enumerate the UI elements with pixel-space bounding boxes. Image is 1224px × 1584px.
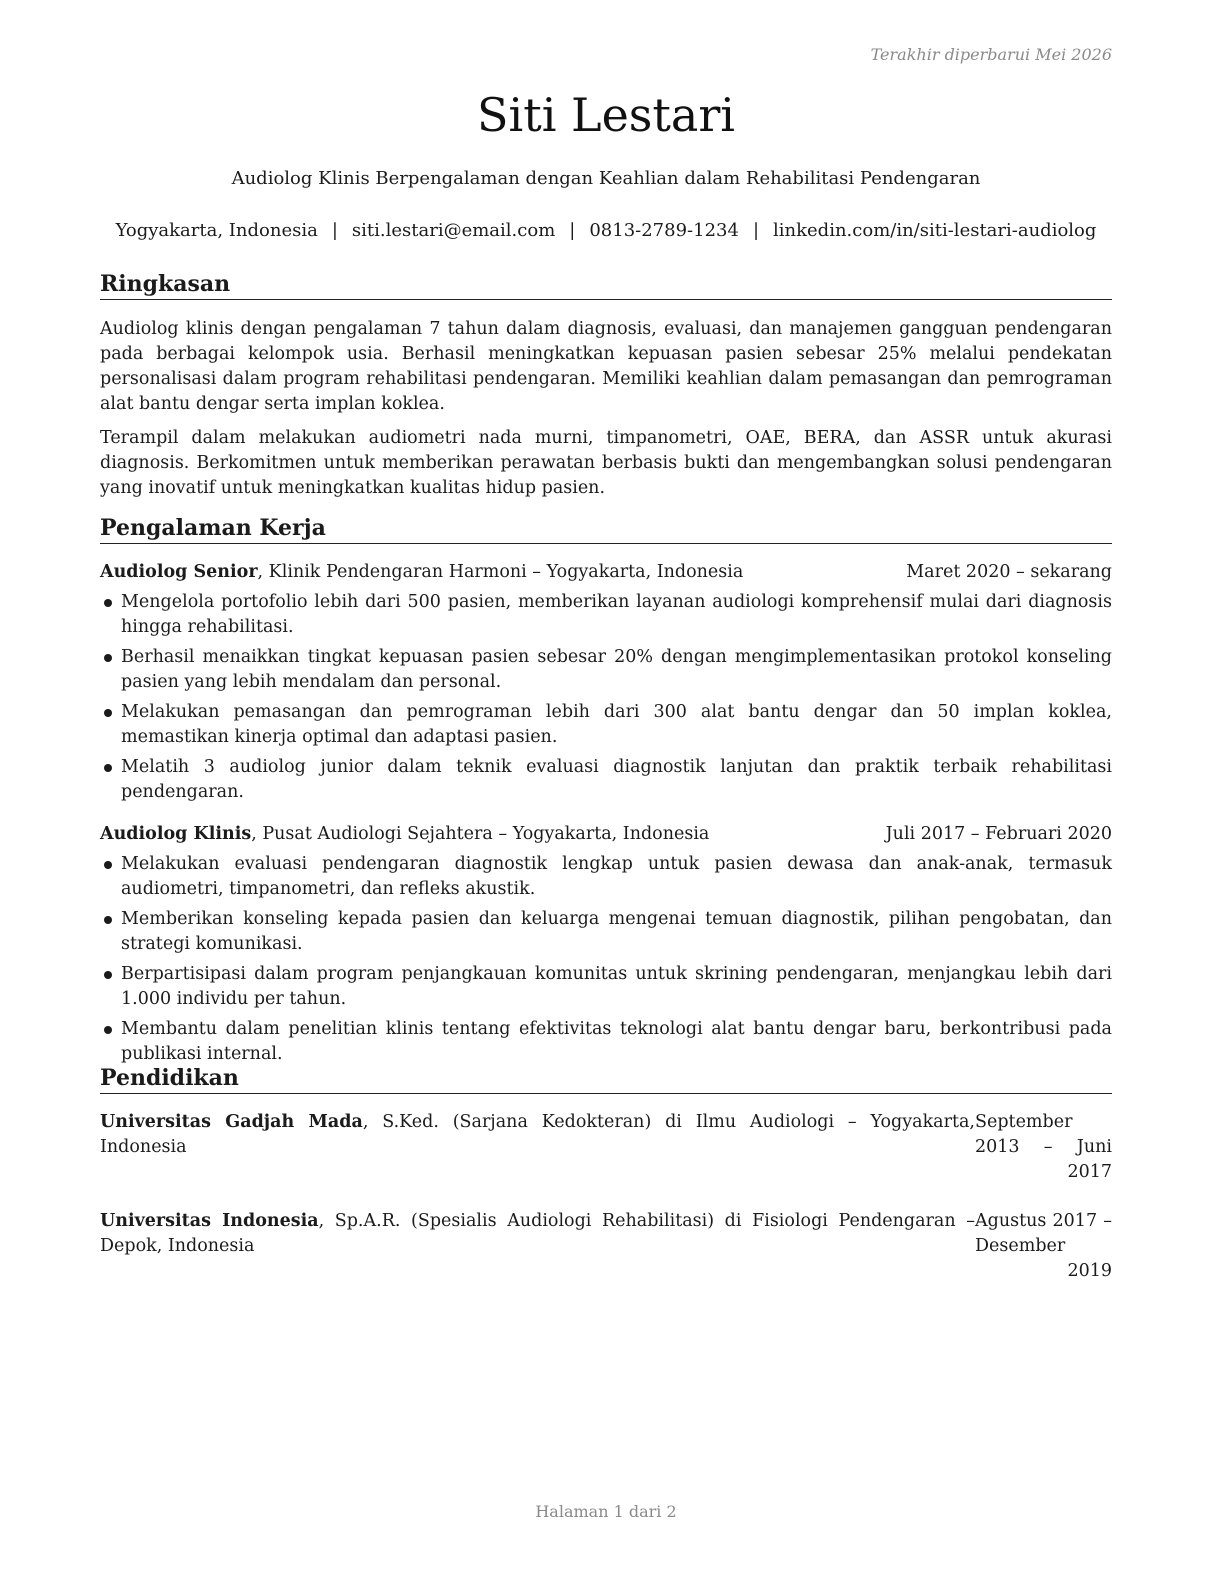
contact-separator: | [569, 220, 576, 241]
contact-separator: | [331, 220, 338, 241]
education-detail [100, 1110, 975, 1160]
job-role: Audiolog Klinis [100, 824, 252, 844]
contact-line [100, 220, 1112, 241]
job-header [100, 560, 1112, 585]
candidate-name: Siti Lestari [476, 88, 736, 142]
job-bullet: Berhasil menaikkan tingkat kepuasan pasien sebesar 20% dengan mengimplementasikan protokol konseling pasien yang lebih mendalam dan personal. [100, 645, 1112, 695]
job-bullet: Mengelola portofolio lebih dari 500 pasien, memberikan layanan audiologi komprehensif mulai dari diagnosis hingga rehabilitasi. [100, 590, 1112, 640]
summary-paragraph: Audiolog klinis dengan pengalaman 7 tahun dalam diagnosis, evaluasi, dan manajemen gangguan pendengaran pada berbagai kelompok usia. Berhasil meningkatkan kepuasan pasien sebesar 25% melalui pendekatan personalisasi dalam program rehabilitasi pendengaran. Memiliki keahlian dalam pemasangan dan pemrograman alat bantu dengar serta implan koklea. [100, 319, 1112, 414]
job-dates: Juli 2017 – Februari 2020 [885, 824, 1112, 844]
job-bullet: Melakukan evaluasi pendengaran diagnostik lengkap untuk pasien dewasa dan anak-anak, termasuk audiometri, timpanometri, dan refleks akustik. [100, 852, 1112, 902]
education-dates-line: September 2013 – Juni [975, 1112, 1112, 1157]
education-entry [100, 1110, 1112, 1185]
summary-paragraph: Terampil dalam melakukan audiometri nada murni, timpanometri, OAE, BERA, dan ASSR untuk akurasi diagnosis. Berkomitmen untuk memberikan perawatan berbasis bukti dan mengembangkan solusi pendengaran yang inovatif untuk meningkatkan kualitas hidup pasien. [100, 428, 1112, 498]
summary-section [100, 271, 1112, 501]
contact-separator: | [752, 220, 760, 241]
education-heading: Pendidikan [100, 1065, 1112, 1094]
education-dates [975, 1209, 1112, 1284]
job-bullet-list [100, 852, 1112, 1067]
experience-heading: Pengalaman Kerja [100, 515, 1112, 544]
education-detail [100, 1209, 975, 1259]
education-dates [975, 1110, 1112, 1185]
summary-heading: Ringkasan [100, 271, 1112, 300]
job-dates: Maret 2020 – sekarang [906, 562, 1112, 582]
job-header [100, 822, 1112, 847]
job-entry [100, 822, 1112, 1067]
job-bullet: Berpartisipasi dalam program penjangkauan komunitas untuk skrining pendengaran, menjangkau lebih dari 1.000 individu per tahun. [100, 962, 1112, 1012]
education-dates-line: 2019 [1067, 1261, 1112, 1281]
page-number: Halaman 1 dari 2 [535, 1502, 677, 1521]
job-bullet: Memberikan konseling kepada pasien dan keluarga mengenai temuan diagnostik, pilihan pengobatan, dan strategi komunikasi. [100, 907, 1112, 957]
job-entry [100, 560, 1112, 805]
job-organization: , Pusat Audiologi Sejahtera – Yogyakarta, Indonesia [251, 824, 710, 844]
job-bullet: Melakukan pemasangan dan pemrograman lebih dari 300 alat bantu dengar dan 50 implan koklea, memastikan kinerja optimal dan adaptasi pasien. [100, 700, 1112, 750]
contact-linkedin-link[interactable]: linkedin.com/in/siti-lestari-audiolog [773, 220, 1097, 241]
last-updated-note: Terakhir diperbarui Mei 2026 [870, 45, 1112, 64]
job-title-line [100, 822, 709, 847]
job-title-line [100, 560, 743, 585]
job-bullet: Melatih 3 audiolog junior dalam teknik evaluasi diagnostik lanjutan dan praktik terbaik rehabilitasi pendengaran. [100, 755, 1112, 805]
education-section [100, 1065, 1112, 1284]
contact-email-link[interactable]: siti.lestari@email.com [351, 220, 556, 241]
education-degree: , S.Ked. (Sarjana Kedokteran) di Ilmu Audiologi – Yogyakarta, Indonesia [100, 1112, 975, 1157]
experience-section [100, 515, 1112, 1072]
job-bullet: Membantu dalam penelitian klinis tentang efektivitas teknologi alat bantu dengar baru, berkontribusi pada publikasi internal. [100, 1017, 1112, 1067]
job-organization: , Klinik Pendengaran Harmoni – Yogyakarta, Indonesia [257, 562, 744, 582]
education-dates-line: Agustus 2017 – Desember [975, 1211, 1112, 1256]
job-bullet-list [100, 590, 1112, 805]
education-school: Universitas Indonesia [100, 1211, 319, 1231]
job-role: Audiolog Senior [100, 562, 258, 582]
education-dates-line: 2017 [1067, 1162, 1112, 1182]
resume-page [100, 0, 1112, 1584]
contact-location: Yogyakarta, Indonesia [115, 220, 318, 241]
candidate-headline: Audiolog Klinis Berpengalaman dengan Keahlian dalam Rehabilitasi Pendengaran [231, 168, 981, 189]
education-entry [100, 1209, 1112, 1284]
education-school: Universitas Gadjah Mada [100, 1112, 363, 1132]
education-degree: , Sp.A.R. (Spesialis Audiologi Rehabilitasi) di Fisiologi Pendengaran – Depok, Indonesia [100, 1211, 975, 1256]
contact-phone: 0813-2789-1234 [589, 220, 739, 241]
